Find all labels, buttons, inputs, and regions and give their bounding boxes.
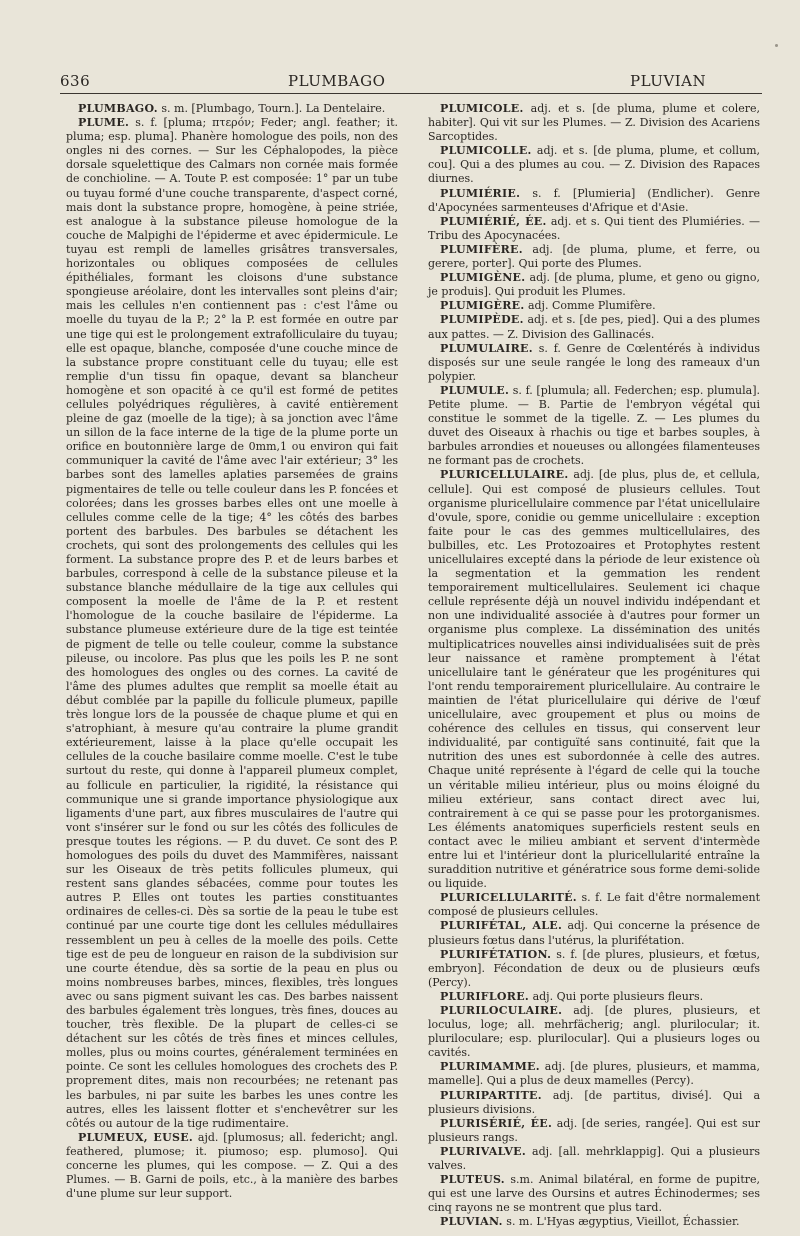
left-column: [66, 102, 398, 1201]
dictionary-entry: [428, 187, 760, 215]
entry-text: adj. et s. [de pluma, plume, et collum, cou]. Qui a des plumes au cou. — Z. Division des Rapaces diurnes.: [428, 144, 760, 186]
entry-headword: PLURILOCULAIRE.: [440, 1004, 563, 1017]
dictionary-entry: [428, 243, 760, 271]
dictionary-entry: [428, 1215, 760, 1229]
entry-headword: PLUME.: [78, 116, 130, 130]
entry-headword: PLURIFÉTATION.: [440, 947, 552, 961]
dictionary-entry: [428, 1117, 760, 1145]
dictionary-entry: [428, 891, 760, 919]
paper-speck: [775, 44, 778, 47]
dictionary-entry: [428, 215, 760, 243]
entry-text: s. m. L'Hyas ægyptius, Vieillot, Échassier.: [502, 1215, 740, 1229]
entry-headword: PLURIVALVE.: [440, 1144, 526, 1158]
page-header: [60, 72, 762, 90]
entry-headword: PLUMICOLLE.: [440, 144, 532, 158]
dictionary-entry: [428, 948, 760, 990]
dictionary-entry: [428, 1089, 760, 1117]
dictionary-entry: [428, 313, 760, 341]
entry-text: adj. [de pluma, plume, et ferre, ou gerere, porter]. Qui porte des Plumes.: [428, 242, 760, 271]
entry-headword: PLURIPARTITE.: [440, 1088, 542, 1102]
dictionary-entry: [66, 1131, 398, 1201]
entry-text: adj. et s. [de pes, pied]. Qui a des plumes aux pattes. — Z. Division des Gallinacés.: [428, 313, 760, 341]
entry-headword: PLUTEUS.: [440, 1173, 505, 1187]
header-rule: [60, 93, 762, 94]
entry-headword: PLUMBAGO.: [78, 102, 158, 115]
dictionary-entry: [428, 384, 760, 469]
entry-text: adj. [all. mehrklappig]. Qui a plusieurs valves.: [428, 1144, 760, 1173]
entry-headword: PLURIFÉTAL, ALE.: [440, 919, 563, 933]
entry-text: ajd. [plumosus; all. federicht; angl. feathered, plumose; it. piumoso; esp. plumoso]. Qui concerne les plumes, qui les compose. — Z. Qui a des Plumes. — B. Garni de poils, etc., à la manière des barbes d'une plume sur leur support.: [66, 1130, 398, 1201]
entry-headword: PLUMEUX, EUSE.: [78, 1130, 194, 1144]
entry-headword: PLURIMAMME.: [440, 1060, 540, 1074]
entry-text: adj. [de pluma, plume, et geno ou gigno, je produis]. Qui produit les Plumes.: [428, 271, 760, 299]
dictionary-entry: [66, 116, 398, 1131]
dictionary-entry: [428, 1145, 760, 1173]
entry-headword: PLURISÉRIÉ, ÉE.: [440, 1116, 553, 1130]
entry-text: s. f. Le fait d'être normalement composé de plusieurs cellules.: [428, 891, 760, 919]
entry-text: s. f. [pluma; πτερόν; Feder; angl. feather; it. pluma; esp. pluma]. Phanère homologue des poils, non des ongles ni des cornes. — Sur les Céphalopodes, la pièce dorsale squelettique des Calmars non cornée mais formée de conchioline. — A. Toute P. est composée: 1° par un tube ou tuyau formé d'une couche transparente, d'aspect corné, mais dont la substance propre, homogène, à peine striée, est analogue à la substance pileuse homologue de la couche de Malpighi de l'épiderme et avec épidermicule. Le tuyau est rempli de lamelles grisâtres transversales, horizontales ou obliques composées de cellules épithéliales, formant les cloisons d'une substance spongieuse aréolaire, dont les intervalles sont pleins d'air; mais les cellules n'en contiennent pas : c'est l'âme ou moelle du tuyau de la P.; 2° la P. est formée en outre par une tige qui est le prolongement extrafolliculaire du tuyau; elle est opaque, blanche, composée d'une couche mince de la substance propre constituant celle du tuyau; elle est remplie d'un tissu fin opaque, devant sa blancheur homogène et son opacité à ce qu'il est formé de petites cellules polyédriques régulières, à cavité entièrement pleine de gaz (moelle de la tige); à sa jonction avec l'âme un sillon de la face interne de la tige de la plume porte un orifice en boutonnière large de 0mm,1 ou environ qui fait communiquer la cavité de l'âme avec l'air extérieur; 3° les barbes sont des lamelles aplaties parsemées de grains pigmentaires de telle ou telle couleur dans les P. foncées et colorées; dans les grosses barbes elles ont une moelle à cellules comme celle de la tige; 4° les côtés des barbes portent des barbules. Des barbules se détachent les crochets, qui sont des prolongements des cellules qui les forment. La substance propre des P. et de leurs barbes et barbules, correspond à celle de la substance pileuse et la substance blanche médullaire de la tige aux cellules qui composent la moelle de l'âme de la P. et restent l'homologue de la couche basilaire de l'épiderme. La substance plumeuse extérieure dure de la tige est teintée de pigment de telle ou telle couleur, comme la substance pileuse, ou incolore. Pas plus que les poils les P. ne sont des homologues des ongles ou des cornes. La cavité de l'âme des plumes adultes que remplit sa moelle était au début comblée par la papille du follicule plumeux, papille très longue lors de la poussée de chaque plume et qui en s'atrophiant, à mesure qu'au contraire la plume grandit extérieurement, laisse à la place qu'elle occupait les cellules de la couche basilaire comme moelle. C'est le tube surtout du reste, qui donne à l'appareil plumeux complet, au follicule en particulier, la rigidité, la résistance qui communique une si grande importance physiologique aux ligaments d'une part, aux fibres musculaires de l'autre qui vont s'insérer sur le fond ou sur les côtés des follicules de presque toutes les régions. — P. du duvet. Ce sont des P. homologues des poils du duvet des Mammifères, naissant sur les Oiseaux de très petits follicules plumeux, qui restent sans glandes sébacées, comme pour toutes les autres P. Elles ont toutes les parties constituantes ordinaires de celles-ci. Dès sa sortie de la peau le tube est continué par une courte tige dont les cellules médullaires ressemblent un peu à celles de la moelle des poils. Cette tige est de peu de longueur en raison de la subdivision sur une courte étendue, dès sa sortie de la peau en plus ou moins nombreuses barbes, minces, flexibles, très longues avec ou sans pigment suivant les cas. Des barbes naissent des barbules également très longues, très fines, douces au toucher, très flexible. De la plupart de celles-ci se détachent sur les côtés de très fines et minces cellules, molles, plus ou moins courtes, généralement terminées en pointe. Ce sont les cellules homologues des crochets des P. proprement dites, mais non recourbées; ne retenant pas les barbules, ni par suite les barbes les unes contre les autres, elles les laissent flotter et s'enchevêtrer sur les côtés ou autour de la tige rudimentaire.: [66, 116, 398, 1130]
entry-text: s. f. [Plumieria] (Endlicher). Genre d'Apocynées sarmenteuses d'Afrique et d'Asie.: [428, 186, 760, 214]
entry-text: adj. [de plus, plus de, et cellula, cellule]. Qui est composé de plusieurs cellules. Tout organisme pluricellulaire commence par l'état unicellulaire d'ovule, spore, conidie ou gemme unicellulaire : exception faite pour le cas des gemmes multicellulaires, des bulbilles, etc. Les Protozoaires et Protophytes restent unicellulaires excepté dans la période de leur existence où la segmentation et la gemmation les rendent temporairement multicellulaires. Seulement ici chaque cellule représente déjà un nouvel individu indépendant et non une individualité associée à d'autres pour former un organisme plus complexe. La dissémination des unités multiplicatrices nouvelles ainsi individualisées suit de près leur naissance et ramène promptement à l'état unicellulaire tant le générateur que les progénitures qui l'ont rendu temporairement pluricellulaire. Au contraire le maintien de l'état pluricellulaire qui dérive de l'œuf unicellulaire, avec groupement et plus ou moins de cohérence des cellules en tissus, qui conservent leur individualité, par contiguïté sans continuité, fait que la nutrition des unes est subordonnée à celle des autres. Chaque unité représente à l'égard de celle qui la touche un véritable milieu intérieur, plus ou moins éloigné du milieu extérieur, sans contact direct avec lui, contrairement à ce qui se passe pour les protorganismes. Les éléments anatomiques superficiels restent seuls en contact avec le milieu ambiant et servent d'intermède entre lui et l'intérieur dont la pluricellularité entraîne la suraddition nutritive et génératrice sous forme demi-solide ou liquide.: [428, 468, 760, 891]
entry-headword: PLURIFLORE.: [440, 989, 530, 1003]
dictionary-entry: [428, 468, 760, 891]
dictionary-entry: [428, 1004, 760, 1060]
entry-headword: PLUMIÉRIE.: [440, 186, 521, 200]
dictionary-entry: [428, 299, 760, 313]
right-column: [428, 102, 760, 1230]
dictionary-entry: [428, 271, 760, 299]
entry-text: s. m. [Plumbago, Tourn.]. La Dentelaire.: [157, 102, 386, 115]
dictionary-entry: [428, 144, 760, 186]
entry-text: s. f. Genre de Cœlentérés à individus disposés sur une seule rangée le long des rameaux d'un polypier.: [428, 341, 760, 383]
running-title-right: PLUVIAN: [630, 72, 707, 90]
entry-text: adj. [de series, rangée]. Qui est sur plusieurs rangs.: [428, 1116, 760, 1144]
entry-text: adj. et s. [de pluma, plume et colere, habiter]. Qui vit sur les Plumes. — Z. Division des Acariens Sarcoptides.: [428, 102, 760, 144]
entry-headword: PLUMIÉRIÉ, ÉE.: [440, 214, 547, 228]
entry-headword: PLUMIPÈDE.: [440, 313, 524, 327]
dictionary-entry: [428, 919, 760, 947]
dictionary-entry: [428, 1060, 760, 1088]
entry-headword: PLURICELLULAIRE.: [440, 468, 569, 482]
entry-headword: PLURICELLULARITÉ.: [440, 891, 577, 905]
entry-text: adj. Comme Plumifère.: [524, 299, 656, 313]
dictionary-entry: [428, 102, 760, 144]
entry-text: adj. [de plures, plusieurs, et loculus, loge; all. mehrfächerig; angl. plurilocular; it. pluriloculare; esp. plurilocular]. Qui a plusieurs loges ou cavités.: [428, 1004, 760, 1060]
entry-text: s. f. [plumula; all. Federchen; esp. plumula]. Petite plume. — B. Partie de l'embryon végétal qui constitue le sommet de la tigelle. Z. — Les plumes du duvet des Oiseaux à rhachis ou tige et barbes souples, à barbules arrondies et noueuses ou allongées filamenteuses ne formant pas de crochets.: [428, 383, 760, 468]
entry-headword: PLUMIFÈRE.: [440, 242, 523, 256]
dictionary-entry: [66, 102, 398, 116]
running-title-left: PLUMBAGO: [288, 72, 386, 90]
entry-text: s.m. Animal bilatéral, en forme de pupitre, qui est une larve des Oursins et autres Échinodermes; ses cinq rayons ne se montrent que plus tard.: [428, 1173, 760, 1215]
dictionary-entry: [428, 342, 760, 384]
dictionary-entry: [428, 990, 760, 1004]
entry-text: s. f. [de plures, plusieurs, et fœtus, embryon]. Fécondation de deux ou de plusieurs œufs (Percy).: [428, 947, 760, 989]
entry-headword: PLUMIGÈNE.: [440, 271, 526, 285]
dictionary-entry: [428, 1173, 760, 1215]
page-number: 636: [60, 72, 91, 90]
entry-text: adj. Qui concerne la présence de plusieurs fœtus dans l'utérus, la plurifétation.: [428, 919, 760, 947]
entry-headword: PLUMICOLE.: [440, 102, 524, 115]
entry-headword: PLUMULE.: [440, 383, 510, 397]
entry-text: adj. Qui porte plusieurs fleurs.: [529, 989, 704, 1003]
entry-text: adj. [de plures, plusieurs, et mamma, mamelle]. Qui a plus de deux mamelles (Percy).: [428, 1060, 760, 1088]
entry-headword: PLUMULAIRE.: [440, 341, 533, 355]
entry-text: adj. et s. Qui tient des Plumiéries. — Tribu des Apocynacées.: [428, 214, 760, 242]
entry-text: adj. [de partitus, divisé]. Qui a plusieurs divisions.: [428, 1088, 760, 1116]
entry-headword: PLUMIGÈRE.: [440, 299, 525, 313]
entry-headword: PLUVIAN.: [440, 1215, 503, 1229]
